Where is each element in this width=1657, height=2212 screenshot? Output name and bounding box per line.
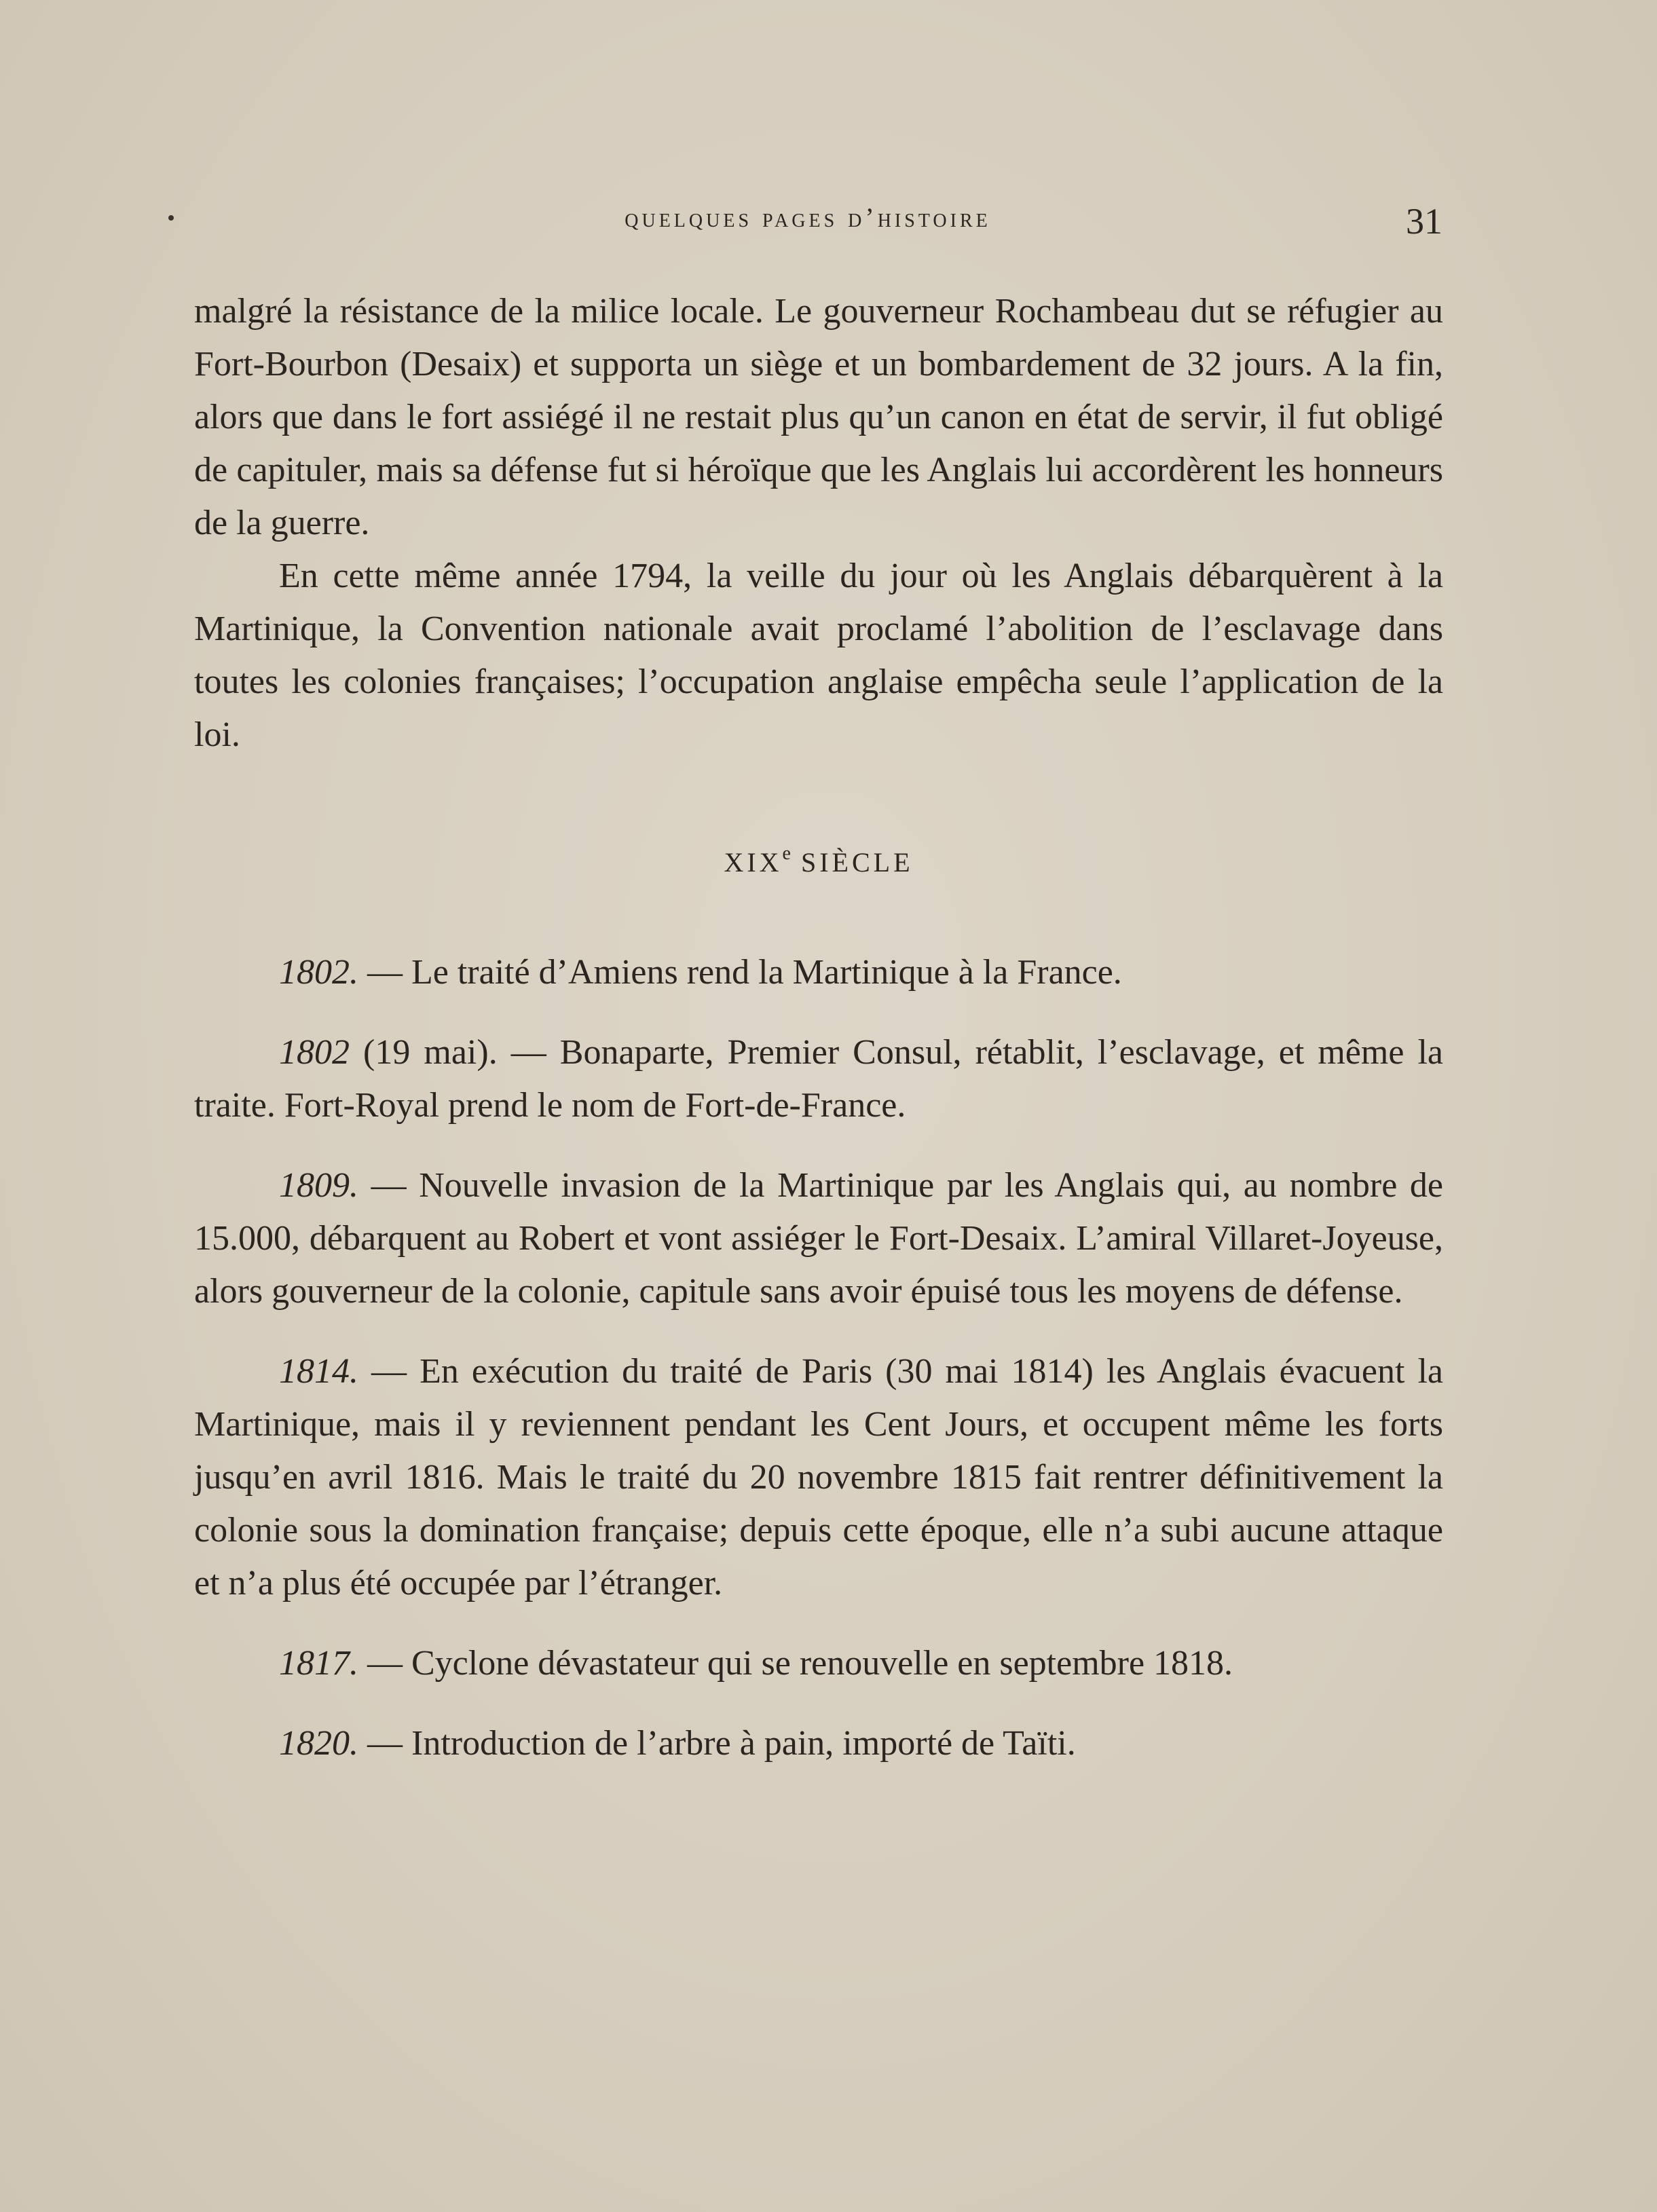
entry-text: — Introduction de l’arbre à pain, importé de Taïti. <box>358 1724 1076 1763</box>
paragraph-1794: En cette même année 1794, la veille du jour où les Anglais débarquèrent à la Martinique, la Convention nationale avait proclamé l’abolition de l’esclavage dans toutes les colonies françaises; l’occupation anglaise empêcha seule l’application de la loi. <box>194 557 1443 754</box>
entry-year: 1820. <box>279 1724 358 1763</box>
entry-1802-may <box>194 1026 1443 1132</box>
entry-year: 1814. <box>279 1352 358 1391</box>
entry-1814 <box>194 1345 1443 1610</box>
entry-text: — Le traité d’Amiens rend la Martinique à la France. <box>358 953 1122 992</box>
entry-year: 1817. <box>279 1644 358 1683</box>
entry-year: 1802 <box>279 1033 350 1072</box>
entry-1802-amiens <box>194 946 1443 999</box>
text-block <box>194 285 1443 1770</box>
entry-year: 1809. <box>279 1166 358 1205</box>
page-number: 31 <box>1406 201 1442 242</box>
entry-1820 <box>194 1717 1443 1770</box>
section-heading: XIXe SIÈCLE <box>724 843 914 878</box>
entry-text: — Cyclone dévastateur qui se renouvelle en septembre 1818. <box>358 1644 1233 1683</box>
paragraph-continuation: malgré la résistance de la milice locale. Le gouverneur Rochambeau dut se réfugier au Fort-Bourbon (Desaix) et supporta un siège et un bombardement de 32 jours. A la fin, alors que dans le fort assiégé il ne restait plus qu’un canon en état de servir, il fut obligé de capituler, mais sa défense fut si héroïque que les Anglais lui accordèrent les honneurs de la guerre. <box>194 292 1443 542</box>
running-head-title: quelques pages d’histoire <box>625 202 991 233</box>
entry-1817 <box>194 1637 1443 1690</box>
entry-text: (19 mai). — Bonaparte, Premier Consul, rétablit, l’esclavage, et même la traite. Fort-Royal prend le nom de Fort-de-France. <box>194 1033 1443 1125</box>
running-head <box>163 200 1453 241</box>
entry-text: — Nouvelle invasion de la Martinique par les Anglais qui, au nombre de 15.000, débarquent au Robert et vont assiéger le Fort-Desaix. L’amiral Villaret-Joyeuse, alors gouverneur de la colonie, capitule sans avoir épuisé tous les moyens de défense. <box>194 1166 1443 1311</box>
entry-year: 1802. <box>279 953 358 992</box>
entry-text: — En exécution du traité de Paris (30 mai 1814) les Anglais évacuent la Martinique, mais il y reviennent pendant les Cent Jours, et occupent même les forts jusqu’en avril 1816. Mais le traité du 20 novembre 1815 fait rentrer définitivement la colonie sous la domination française; depuis cette époque, elle n’a subi aucune attaque et n’a plus été occupée par l’étranger. <box>194 1352 1443 1602</box>
entry-1809 <box>194 1159 1443 1318</box>
